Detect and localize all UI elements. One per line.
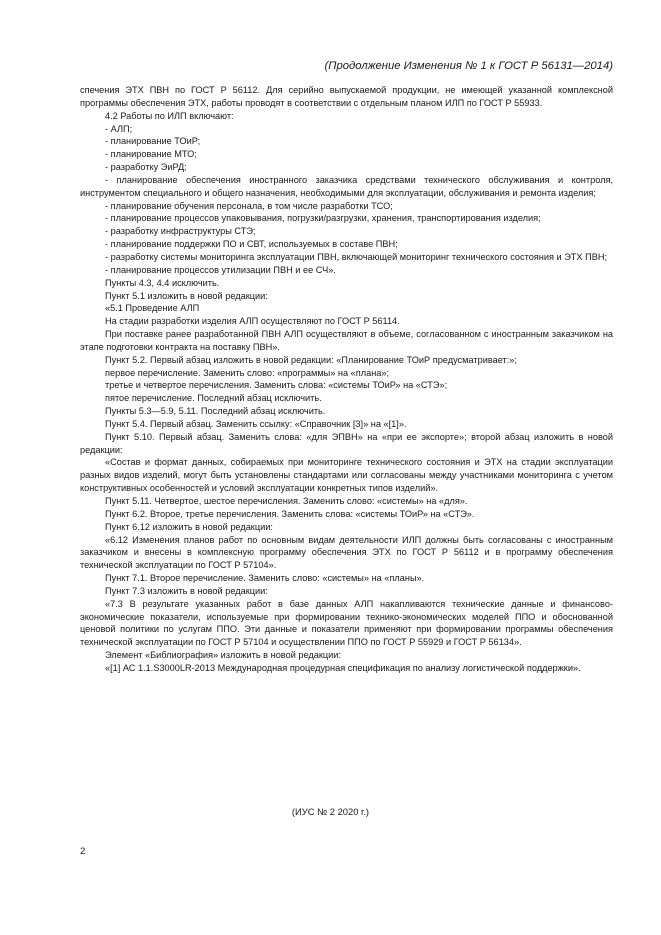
list-item: - планирование процессов утилизации ПВН и ее СЧ». [105,264,336,275]
paragraph: пятое перечисление. Последний абзац исключить. [105,393,322,404]
page-number: 2 [80,846,86,857]
list-item: - планирование МТО; [105,149,197,160]
list-item: - планирование поддержки ПО и СВТ, используемых в составе ПВН; [105,239,398,250]
ius-note: (ИУС № 2 2020 г.) [291,806,370,817]
list-item: - АЛП; [105,123,133,134]
list-item: - планирование ТОиР; [105,136,201,147]
paragraph: «Состав и формат данных, собираемых при мониторинге технического состояния и ЭТХ на стадии эксплуатации разных видов изделий, могут быть установлены стандартами или согласованы между участниками мониторинга с учетом конструктивных особенностей и условий эксплуатации конкретных типов изделий». [80,457,613,494]
paragraph: Пункт 5.1 изложить в новой редакции: [105,290,268,301]
paragraph: На стадии разработки изделия АЛП осуществляют по ГОСТ Р 56114. [105,316,400,327]
paragraph: Пункт 7.1. Второе перечисление. Заменить слово: «системы» на «планы». [105,573,425,584]
paragraph: первое перечисление. Заменить слово: «программы» на «плана»; [105,367,390,378]
document-body [80,84,613,675]
list-item: - планирование обучения персонала, в том числе разработки ТСО; [105,200,393,211]
list-item: - разработку системы мониторинга эксплуатации ПВН, включающей мониторинг технического состояния и ЭТХ ПВН; [105,251,608,262]
paragraph: Пункт 7.3 изложить в новой редакции: [105,585,268,596]
paragraph: 4.2 Работы по ИЛП включают: [105,110,234,121]
page-header: (Продолжение Изменения № 1 к ГОСТ Р 56131—2014) [324,60,613,72]
paragraph: третье и четвертое перечисления. Заменить слова: «системы ТОиР» на «СТЭ»; [105,380,448,391]
paragraph: «5.1 Проведение АЛП [105,303,200,314]
paragraph: спечения ЭТХ ПВН по ГОСТ Р 56112. Для серийно выпускаемой продукции, не имеющей указанной комплексной программы обеспечения ЭТХ, работы проводят в соответствии с отдельным планом ИЛП по ГОСТ Р 55933. [80,85,613,108]
paragraph: Пункт 6.12 изложить в новой редакции: [105,521,273,532]
paragraph: При поставке ранее разработанной ПВН АЛП осуществляют в объеме, согласованном с иностранным заказчиком на этапе подготовки контракта на поставку ПВН». [80,329,613,352]
paragraph: Пункты 4.3, 4.4 исключить. [105,277,220,288]
list-item: - планирование обеспечения иностранного заказчика средствами технического обслуживания и контроля, инструментом специального и общего назначения, необходимыми для эксплуатации, обслуживания и ремонта изделия; [80,174,613,198]
paragraph: Пункт 5.11. Четвертое, шестое перечисления. Заменить слово: «системы» на «для». [105,496,468,506]
paragraph: «6.12 Изменения планов работ по основным видам деятельности ИЛП должны быть согласованы с иностранным заказчиком и внесены в комплексную программу обеспечения ЭТХ по ГОСТ Р 56112 и в программу обеспечения технической эксплуатации по ГОСТ Р 57104». [80,534,613,571]
paragraph: Пункты 5.3—5.9, 5.11. Последний абзац исключить. [105,406,326,417]
paragraph: «[1] АС 1.1.S3000LR-2013 Международная процедурная спецификация по анализу логистической поддержки». [105,662,581,673]
paragraph: «7.3 В результате указанных работ в базе данных АЛП накапливаются технические данные и финансово-экономические показатели, используемые при формировании технико-экономических моделей ППО и обоснованной ценовой политики по услугам ППО. Эти данные и показатели применяют при формировании программы обеспечения технической эксплуатации по ГОСТ Р 57104 и осуществлении ППО по ГОСТ Р 55929 и ГОСТ Р 56134». [80,598,613,648]
paragraph: Пункт 6.2. Второе, третье перечисления. Заменить слова: «системы ТОиР» на «СТЭ». [105,508,475,519]
paragraph: Пункт 5.2. Первый абзац изложить в новой редакции: «Планирование ТОиР предусматривает:»; [105,354,517,365]
list-item: - планирование процессов упаковывания, погрузки/разгрузки, хранения, транспортирования изделия; [105,213,541,224]
paragraph: Элемент «Библиография» изложить в новой редакции: [105,650,341,661]
paragraph: Пункт 5.10. Первый абзац. Заменить слова: «для ЭПВН» на «при ее экспорте»; второй абзац изложить в новой редакции: [80,431,613,455]
list-item: - разработку ЭиРД; [105,162,187,173]
paragraph: Пункт 5.4. Первый абзац. Заменить ссылку: «Справочник [3]» на «[1]». [105,418,407,429]
list-item: - разработку инфраструктуры СТЭ; [105,226,256,237]
